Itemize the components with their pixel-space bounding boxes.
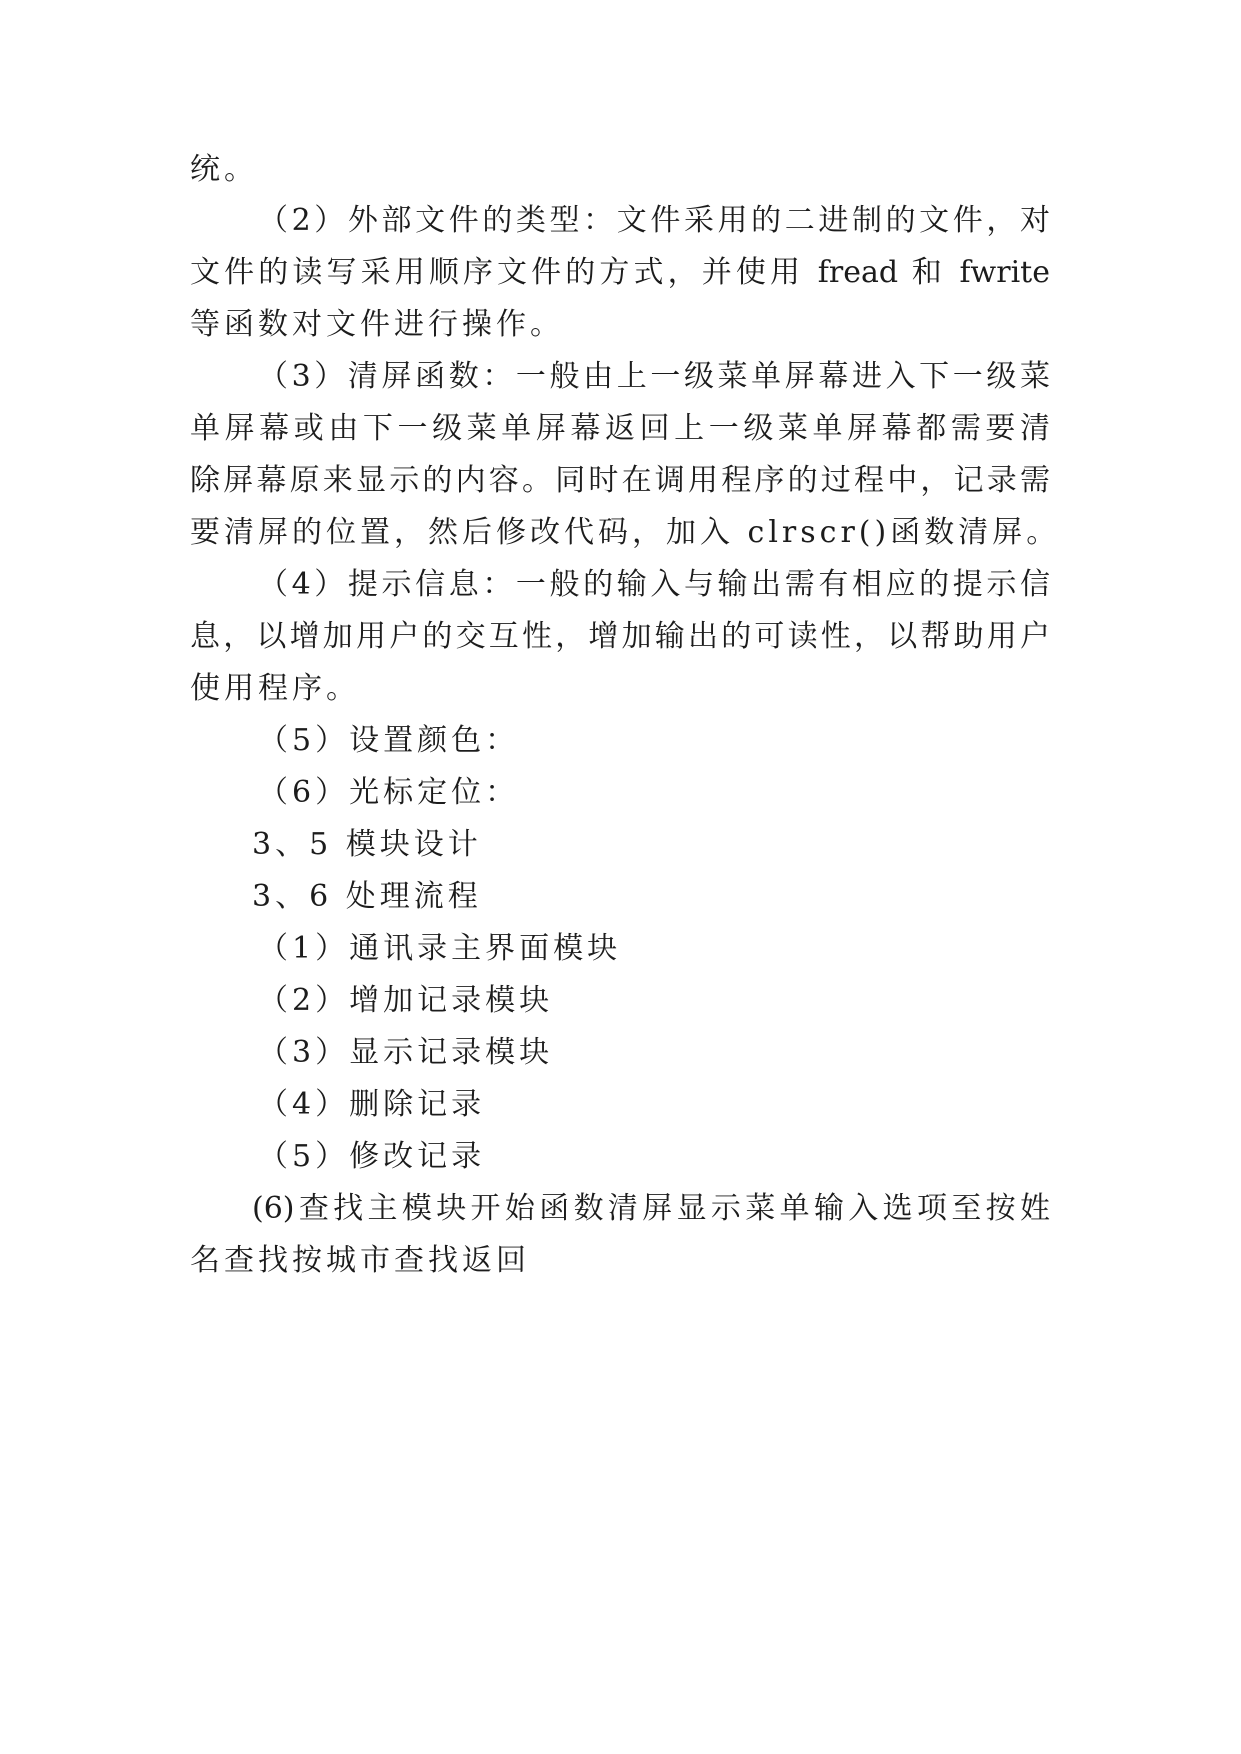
list-item: （6）光标定位：	[258, 775, 520, 810]
list-item: （3）显示记录模块	[258, 1035, 554, 1070]
section-heading: 3、5 模块设计	[252, 827, 482, 862]
list-item: （5）修改记录	[258, 1139, 486, 1174]
section-heading: 3、6 处理流程	[252, 879, 482, 914]
paragraph-line: 使用程序。	[190, 671, 360, 706]
paragraph-line: （2）外部文件的类型：文件采用的二进制的文件，对	[258, 203, 1050, 238]
paragraph-line: 息，以增加用户的交互性，增加输出的可读性，以帮助用户	[190, 619, 1050, 654]
paragraph-line: （3）清屏函数：一般由上一级菜单屏幕进入下一级菜	[258, 359, 1050, 394]
paragraph-line: (6)查找主模块开始函数清屏显示菜单输入选项至按姓	[252, 1191, 1050, 1226]
paragraph-line: 除屏幕原来显示的内容。同时在调用程序的过程中，记录需	[190, 463, 1050, 498]
list-item: （4）删除记录	[258, 1087, 486, 1122]
paragraph-line: 单屏幕或由下一级菜单屏幕返回上一级菜单屏幕都需要清	[190, 411, 1050, 446]
paragraph-line: 等函数对文件进行操作。	[190, 307, 564, 342]
paragraph-line: 统。	[190, 152, 258, 187]
paragraph-line: 名查找按城市查找返回	[190, 1243, 530, 1278]
paragraph-line: 要清屏的位置，然后修改代码，加入 clrscr()函数清屏。	[190, 515, 1061, 550]
list-item: （5）设置颜色：	[258, 723, 520, 758]
paragraph-line: 文件的读写采用顺序文件的方式，并使用 fread 和 fwrite	[190, 255, 1050, 290]
list-item: （1）通讯录主界面模块	[258, 931, 622, 966]
list-item: （2）增加记录模块	[258, 983, 554, 1018]
paragraph-line: （4）提示信息：一般的输入与输出需有相应的提示信	[258, 567, 1050, 602]
